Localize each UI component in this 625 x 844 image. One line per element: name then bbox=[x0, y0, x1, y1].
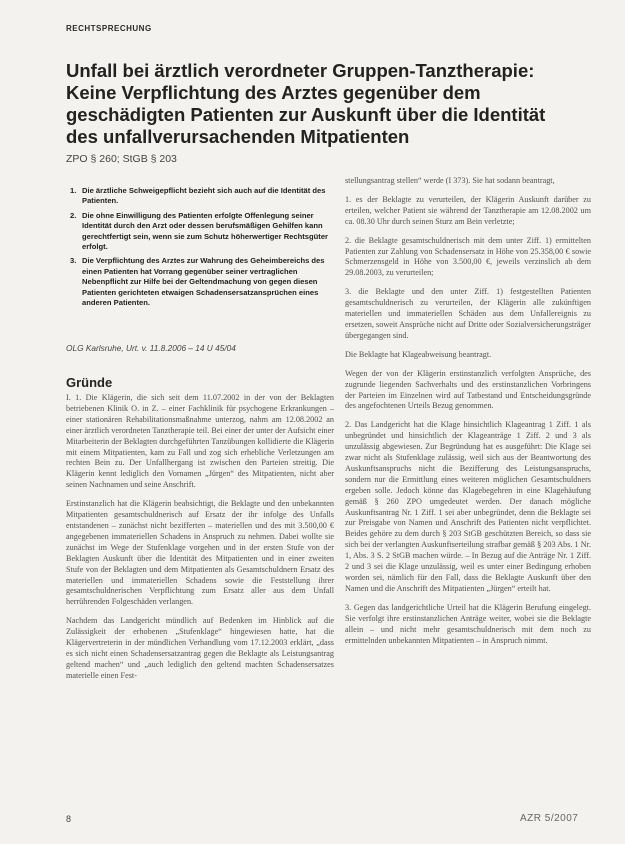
body-paragraph: 3. Gegen das landgerichtliche Urteil hat die Klägerin Berufung eingelegt. Sie verfolgt ihre erstinstanzlichen Anträge weiter, wobei sie die Beklagte allein – und nicht mehr gesamtschuldnerisch mit dem noch zu ermittelnden unbekannten Mitpatienten – in Anspruch nimmt. bbox=[345, 602, 591, 645]
left-column bbox=[66, 393, 334, 690]
leitsatz-number: 1. bbox=[70, 186, 77, 195]
section-label: RECHTSPRECHUNG bbox=[66, 24, 152, 33]
body-paragraph: 3. die Beklagte und den unter Ziff. 1) festgestellten Patienten gesamtschuldnerisch zu verurteilen, der Klägerin alle zukünftigen materiellen und immateriellen Schäden aus dem Unfallereignis zu ersetzen, soweit Ansprüche nicht auf Dritte oder Sozialversicherungsträger übergegangen sind. bbox=[345, 287, 591, 340]
journal-reference: AZR 5/2007 bbox=[520, 813, 579, 824]
body-paragraph: Wegen der von der Klägerin erstinstanzlich verfolgten Ansprüche, des zugrunde liegenden Sachverhalts und des erstinstanzlichen Vorbringens der Parteien im Einzelnen wird auf Tatbestand und Entscheidungsgründe des angefochtenen Urteils Bezug genommen. bbox=[345, 368, 591, 411]
page-number: 8 bbox=[66, 814, 72, 824]
right-column bbox=[345, 176, 591, 654]
gruende-heading: Gründe bbox=[66, 375, 113, 390]
leitsatz-item bbox=[70, 256, 332, 308]
leitsatz-item bbox=[70, 211, 332, 253]
decision-reference: OLG Karlsruhe, Urt. v. 11.8.2006 – 14 U 45/04 bbox=[66, 343, 236, 353]
body-paragraph: Die Beklagte hat Klageabweisung beantragt. bbox=[345, 349, 492, 359]
body-paragraph: Erstinstanzlich hat die Klägerin beabsichtigt, die Beklagte und den unbekannten Mitpatienten gesamtschuldnerisch auf Ersatz der ihr infolge des Unfalls entstandenen – zunächst nicht bezifferten – materiellen und des mit 3.500,00 € angegebenen immateriellen Schadens in Anspruch zu nehmen. Dabei wollte sie zunächst im Wege der Stufenklage vorgehen und in der ersten Stufe von der Beklagten Auskunft über die Identität des Mitpatienten und in einer zweiten Stufe von der Beklagten und dem Mitpatienten als Gesamtschuldnern Ersatz des materiellen und immateriellen Schadens sowie die Feststellung ihrer gesamtschuldnerischen Verpflichtung zum Ersatz aller aus dem Unfall herrührenden Folgeschäden verlangen. bbox=[66, 499, 334, 607]
leitsaetze-list bbox=[70, 186, 332, 312]
body-paragraph: stellungsantrag stellen“ werde (I 373). Sie hat sodann beantragt, bbox=[345, 176, 555, 185]
body-paragraph: 2. die Beklagte gesamtschuldnerisch mit dem unter Ziff. 1) ermittelten Patienten zur Zahlung von Schadensersatz in Höhe von 25.358,00 € sowie Schmerzensgeld in Höhe von 3.500,00 €, jeweils verzinslich ab dem 29.08.2003, zu verurteilen; bbox=[345, 235, 591, 278]
leitsatz-text: Die Verpflichtung des Arztes zur Wahrung des Geheimbereichs des einen Patienten hat Vorrang gegenüber seiner vertraglichen Nebenpflicht zur Hilfe bei der Geltendmachung von gegen diesen Patienten gerichteten etwaigen Schadensersatzansprüchen eines anderen Patienten. bbox=[82, 256, 325, 308]
leitsatz-text: Die ärztliche Schweigepflicht bezieht sich auch auf die Identität des Patienten. bbox=[82, 186, 326, 206]
body-paragraph: 2. Das Landgericht hat die Klage hinsichtlich Klageantrag 1 Ziff. 1 als unbegründet und hinsichtlich der Klageanträge 1 Ziff. 2 und 3 als unzulässig abgewiesen. Zur Begründung hat es ausgeführt: Die Klage sei zwar nicht als Stufenklage zulässig, weil sich aus der Beantwortung des Auskunftsanspruchs nicht die Bezifferung des Leistungsanspruchs, sondern nur die Ermittlung eines weiteren möglichen Gesamtschuldners ergeben solle. Jedoch könne das Klagebegehren in eine Klagehäufung gemäß § 260 ZPO umgedeutet werden. Der danach mögliche Auskunftsantrag Nr. 1 Ziff. 1 sei aber unbegründet, denn die Beklagte sei zur Preisgabe von Namen und Anschrift des Patienten nicht verpflichtet. Beides gehöre zu dem durch § 203 StGB geschützten Bereich, so dass sie sich bei der verlangten Auskunftserteilung strafbar gemäß § 203 Abs. 1 Nr. 1, Abs. 3 S. 2 StGB machen würde. – In Bezug auf die Anträge Nr. 1 Ziff. 2 und 3 sei die Klage unzulässig, weil es unter einer Bedingung erhoben worden sei, nämlich für den Fall, dass die Beklagte Auskunft über den Namen und die Anschrift des Mitpatienten „Jürgen“ erteilt hat. bbox=[345, 420, 591, 593]
article-title: Unfall bei ärztlich verordneter Gruppen-Tanztherapie: Keine Verpflichtung des Arztes gegenüber dem geschädigten Patienten zur Auskunft über die Identität des unfallverursachenden Mitpatienten bbox=[66, 60, 546, 147]
body-paragraph: 1. es der Beklagte zu verurteilen, der Klägerin Auskunft darüber zu erteilen, welcher Patient sie während der Tanztherapie am 12.08.2002 um ca. 08.30 Uhr durch seinen Sturz am Bein verletzte; bbox=[345, 194, 591, 226]
body-paragraph: Nachdem das Landgericht mündlich auf Bedenken im Hinblick auf die Zulässigkeit der erhobenen „Stufenklage“ hingewiesen hatte, hat die Klägervertreterin in der mündlichen Verhandlung vom 17.12.2003 erklärt, „dass es sich nicht einen Schadensersatzantrag gegen die Beklagte als Leistungsantrag geltend machen“ und „auch lediglich den geltend machten Schadensersatzes materielle einen Fest- bbox=[66, 616, 334, 680]
leitsatz-number: 3. bbox=[70, 256, 77, 266]
norm-citation: ZPO § 260; StGB § 203 bbox=[66, 153, 177, 165]
body-paragraph: I. 1. Die Klägerin, die sich seit dem 11.07.2002 in der von der Beklagten betriebenen Klinik O. in Z. – einer Fachklinik für psychogene Erkrankungen – einer stationären Rehabilitationsmaßnahme unterzog, nahm am 12.08.2002 an einer ärztlich verordneten Tanztherapie teil. Bei einer der unter der Aufsicht einer Mitarbeiterin der Beklagten durchgeführten Tanzübungen kollidierte die Klägerin mit einem Mitpatienten, kam zu Fall und zog sich erhebliche Verletzungen am rechten Bein zu. Der Unfallhergang ist zwischen den Parteien streitig. Die Klägerin kennt lediglich den Vornamen „Jürgen“ des Mitpatienten, nicht aber seinen Nachnamen und seine Anschrift. bbox=[66, 393, 334, 490]
leitsatz-number: 2. bbox=[70, 210, 77, 220]
leitsatz-item bbox=[70, 186, 332, 207]
leitsatz-text: Die ohne Einwilligung des Patienten erfolgte Offenlegung seiner Identität durch den Arzt oder dessen berufsmäßigen Gehilfen kann gerechtfertigt sein, wenn sie zum Schutz höherwertiger Rechtsgüter erfolgt. bbox=[82, 210, 328, 252]
